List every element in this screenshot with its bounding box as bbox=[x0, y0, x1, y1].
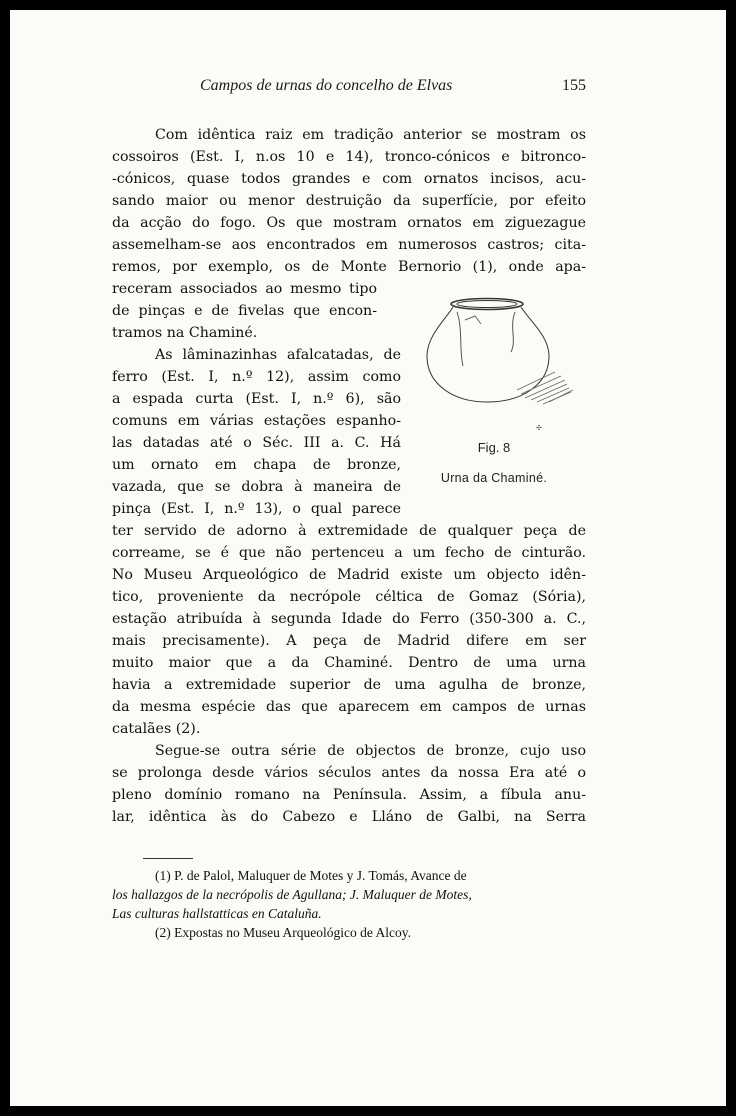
text-line: Com idêntica raiz em tradição anterior se mostram os bbox=[155, 127, 586, 143]
text-line: lar, idêntica às do Cabezo e Lláno de Galbi, na Serra bbox=[112, 809, 586, 825]
figure-number: Fig. 8 bbox=[477, 440, 511, 455]
text-line: receram associados ao mesmo tipo bbox=[112, 281, 377, 297]
text-line: da mesma espécie das que aparecem em campos de urnas bbox=[112, 699, 586, 715]
text-line: vazada, que se dobra à maneira de bbox=[112, 479, 401, 495]
text-line: da acção do fogo. Os que mostram ornatos em ziguezague bbox=[112, 215, 586, 231]
text-line: -cónicos, quase todos grandes e com ornatos incisos, acu- bbox=[112, 171, 586, 187]
book-page bbox=[10, 10, 726, 1106]
text-line: pinça (Est. I, n.º 13), o qual parece bbox=[112, 501, 401, 517]
text-line: pleno domínio romano na Península. Assim, a fíbula anu- bbox=[112, 787, 586, 803]
figure-8 bbox=[405, 290, 605, 500]
footnote-2: (2) Expostas no Museu Arqueológico de Alcoy. bbox=[155, 925, 411, 940]
text-line: um ornato em chapa de bronze, bbox=[112, 457, 401, 473]
page-header bbox=[10, 77, 726, 101]
text-line: tramos na Chaminé. bbox=[112, 325, 258, 341]
text-line: las datadas até o Séc. III a. C. Há bbox=[112, 435, 401, 451]
text-line: estação atribuída à segunda Idade do Ferro (350-300 a. C., bbox=[112, 611, 586, 627]
text-line: muito maior que a da Chaminé. Dentro de uma urna bbox=[112, 655, 586, 671]
text-line: remos, por exemplo, os de Monte Bernorio (1), onde apa- bbox=[112, 259, 586, 275]
text-line: catalães (2). bbox=[112, 721, 201, 737]
svg-text:✣: ✣ bbox=[536, 424, 542, 430]
text-line: Segue-se outra série de objectos de bronze, cujo uso bbox=[155, 743, 586, 759]
text-line: de pinças e de fivelas que encon- bbox=[112, 303, 377, 319]
text-line: comuns em várias estações espanho- bbox=[112, 413, 401, 429]
text-line: havia a extremidade superior de uma agulha de bronze, bbox=[112, 677, 586, 693]
footnote-1-line-3: Las culturas hallstatticas en Cataluña. bbox=[112, 906, 322, 921]
footnote-1-line-1: (1) P. de Palol, Maluquer de Motes y J. Tomás, Avance de bbox=[155, 868, 467, 883]
text-line: As lâminazinhas afalcatadas, de bbox=[155, 347, 401, 363]
text-line: cossoiros (Est. I, n.os 10 e 14), tronco-cónicos e bitronco- bbox=[112, 149, 586, 165]
text-line: correame, se é que não pertenceu a um fecho de cinturão. bbox=[112, 545, 586, 561]
text-line: assemelham-se aos encontrados em numerosos castros; cita- bbox=[112, 237, 586, 253]
text-line: ter servido de adorno à extremidade de qualquer peça de bbox=[112, 523, 586, 539]
text-line: No Museu Arqueológico de Madrid existe um objecto idên- bbox=[112, 567, 586, 583]
page-number: 155 bbox=[562, 77, 586, 94]
text-line: mais precisamente). A peça de Madrid difere em ser bbox=[112, 633, 586, 649]
footnote-rule bbox=[143, 858, 193, 859]
text-line: se prolonga desde vários séculos antes da nossa Era até o bbox=[112, 765, 586, 781]
text-line: ferro (Est. I, n.º 12), assim como bbox=[112, 369, 401, 385]
text-line: sando maior ou menor destruição da superfície, por efeito bbox=[112, 193, 586, 209]
text-line: a espada curta (Est. I, n.º 6), são bbox=[112, 391, 401, 407]
figure-caption: Urna da Chaminé. bbox=[440, 471, 548, 485]
urn-drawing-icon bbox=[405, 290, 585, 430]
text-line: tico, proveniente da necrópole céltica de Gomaz (Sória), bbox=[112, 589, 586, 605]
running-title: Campos de urnas do concelho de Elvas bbox=[200, 77, 453, 94]
footnote-1-line-2: los hallazgos de la necrópolis de Agullana; J. Maluquer de Motes, bbox=[112, 887, 472, 902]
